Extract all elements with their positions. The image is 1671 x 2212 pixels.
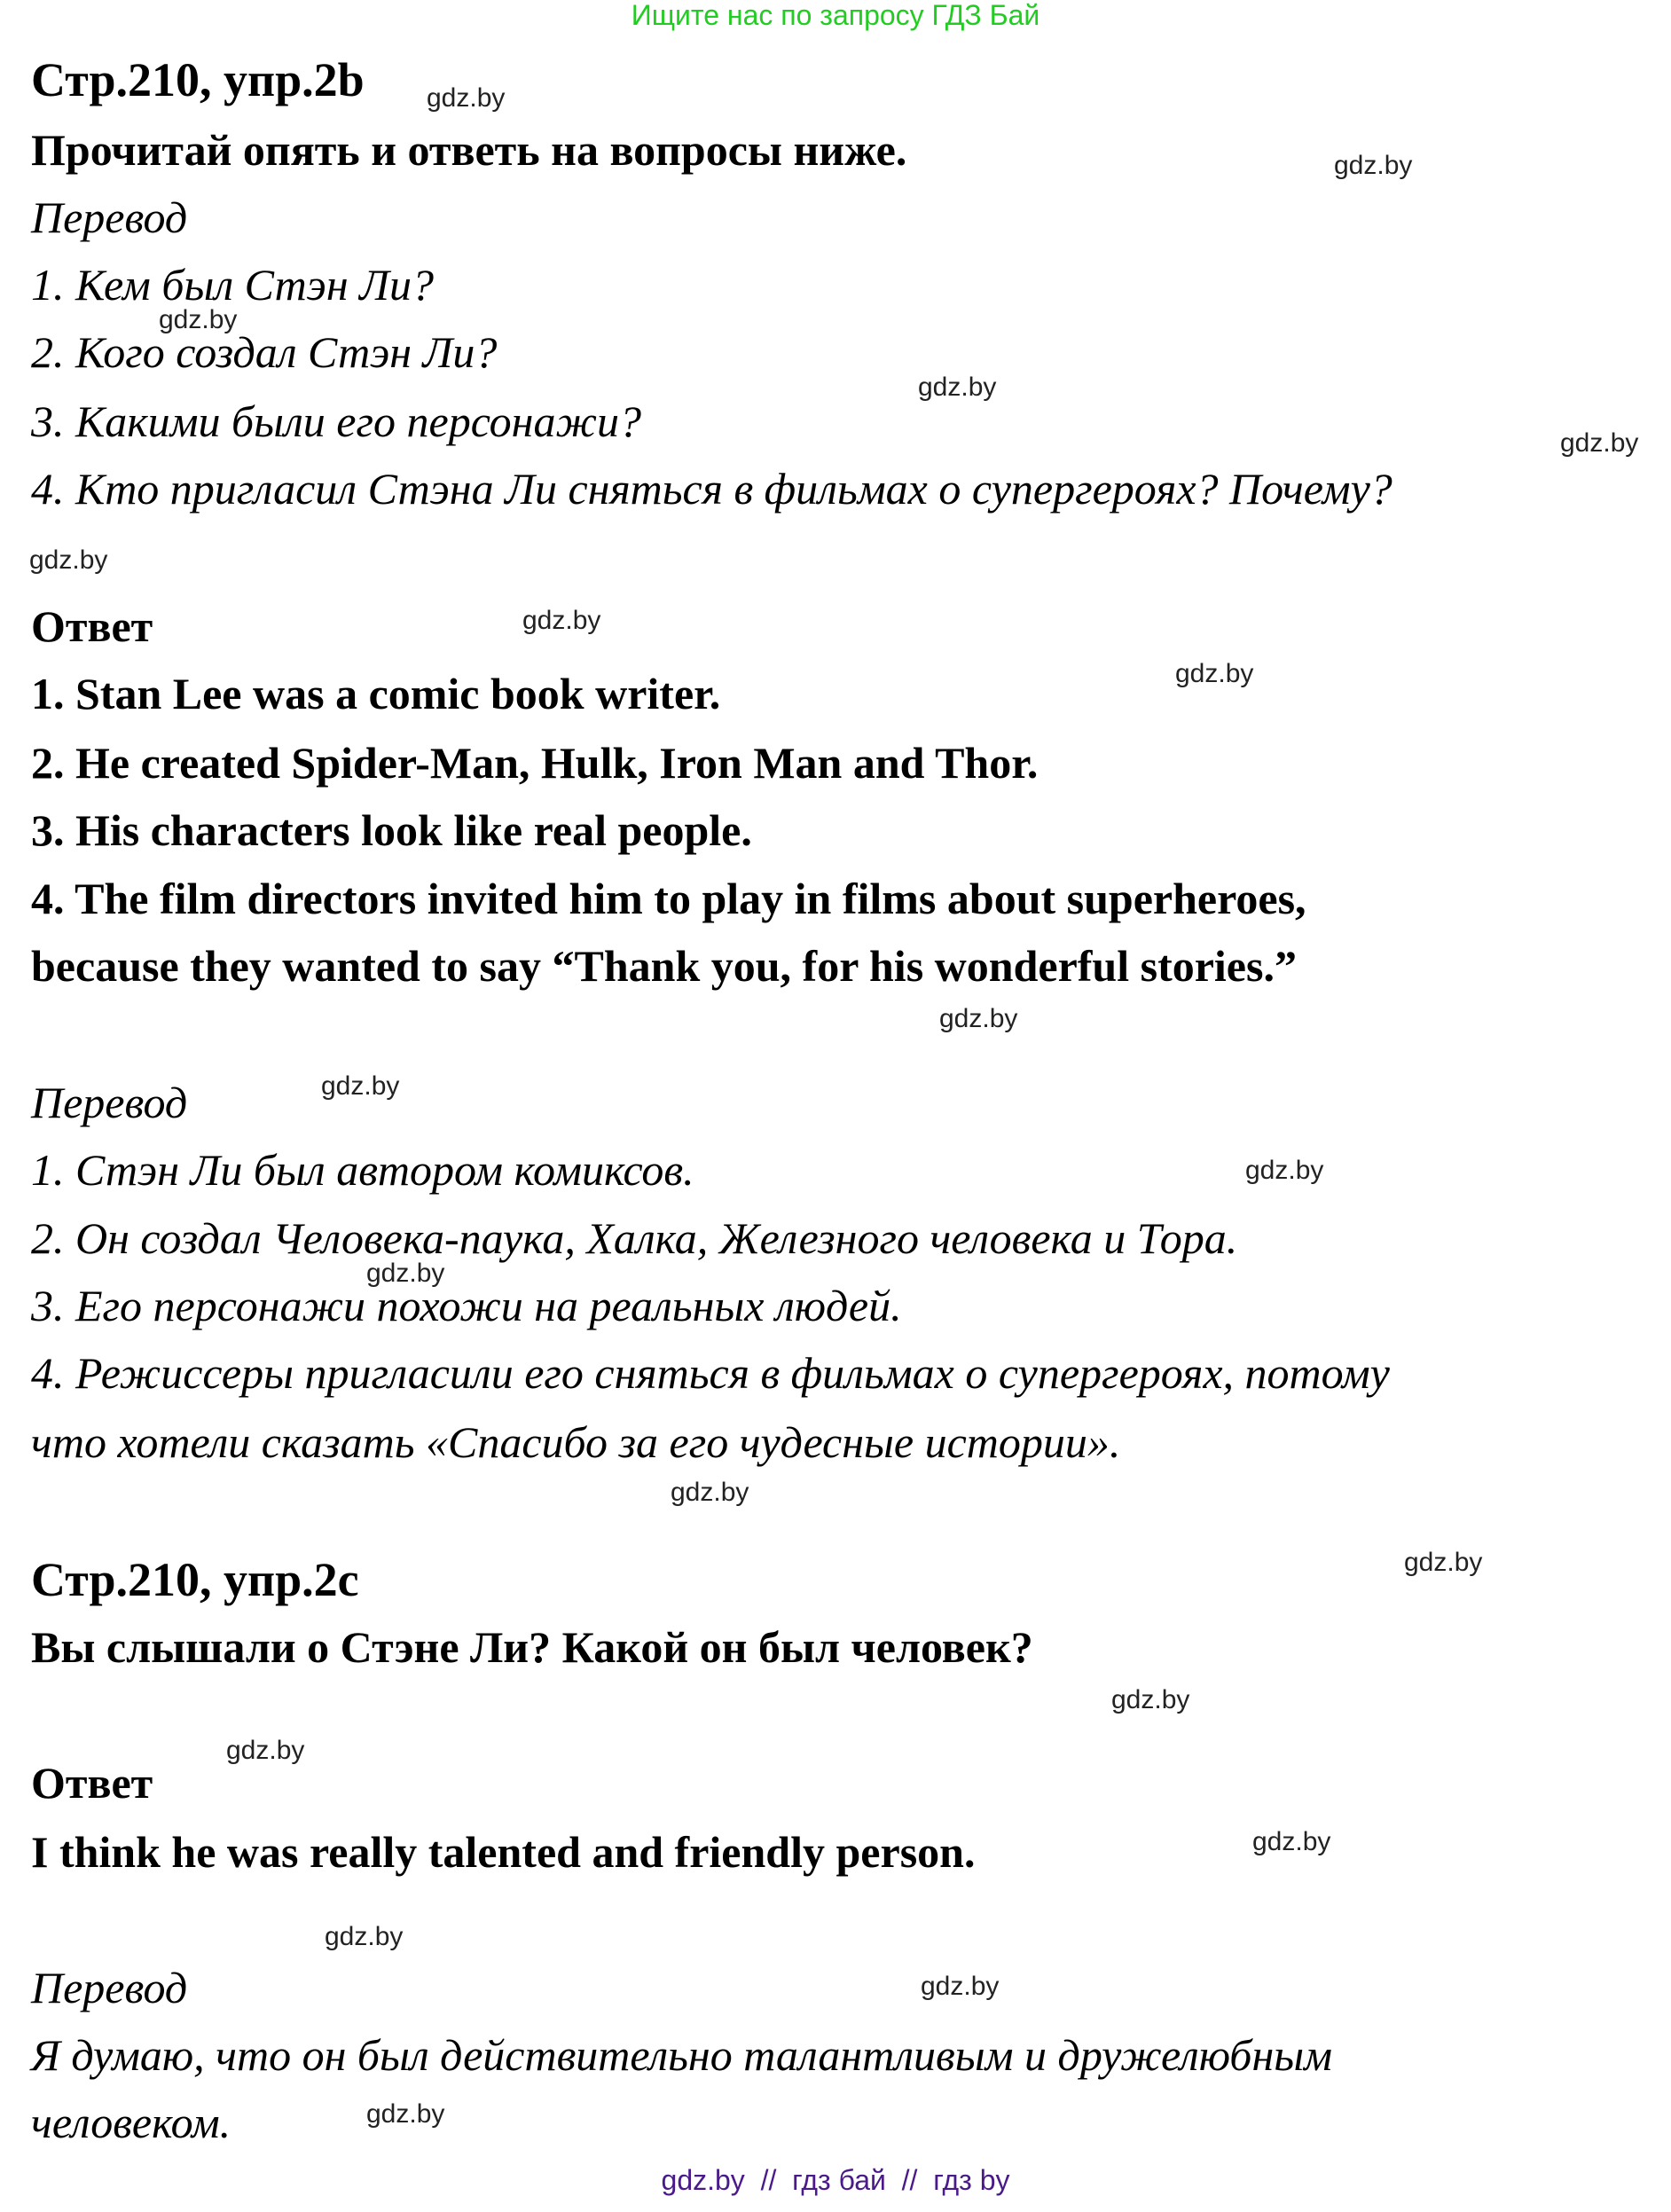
answer: 2. He created Spider-Man, Hulk, Iron Man and Thor. <box>31 738 1039 788</box>
translation-label: Перевод <box>31 1963 188 2012</box>
answer: 3. His characters look like real people. <box>31 805 752 855</box>
answer: because they wanted to say “Thank you, for his wonderful stories.” <box>31 941 1297 991</box>
watermark: gdz.by <box>325 1922 404 1951</box>
watermark: gdz.by <box>159 305 238 334</box>
watermark: gdz.by <box>1111 1685 1190 1714</box>
answer: I think he was really talented and friendly person. <box>31 1827 976 1877</box>
answer-translation: человеком. <box>31 2098 231 2147</box>
section1-task: Прочитай опять и ответь на вопросы ниже. <box>31 125 907 175</box>
watermark: gdz.by <box>321 1071 400 1101</box>
watermark: gdz.by <box>366 2099 445 2129</box>
watermark: gdz.by <box>1245 1156 1324 1185</box>
watermark: gdz.by <box>1560 428 1639 458</box>
question: 3. Какими были его персонажи? <box>31 396 641 446</box>
question: 2. Кого создал Стэн Ли? <box>31 327 498 377</box>
translation-label: Перевод <box>31 1078 188 1127</box>
answer: 4. The film directors invited him to play in films about superheroes, <box>31 874 1306 923</box>
answer-translation: что хотели сказать «Спасибо за его чудесные истории». <box>31 1417 1121 1467</box>
watermark: gdz.by <box>1252 1827 1331 1856</box>
translation-label: Перевод <box>31 192 188 242</box>
section1-heading: Стр.210, упр.2b <box>31 53 365 106</box>
answer-translation: 2. Он создал Человека-паука, Халка, Железного человека и Тора. <box>31 1213 1238 1263</box>
watermark: gdz.by <box>1175 659 1254 688</box>
watermark: gdz.by <box>1404 1548 1483 1577</box>
answer-translation: 1. Стэн Ли был автором комиксов. <box>31 1145 694 1195</box>
answer-label: Ответ <box>31 601 153 651</box>
footer-links[interactable]: gdz.by // гдз бай // гдз by <box>661 2164 1010 2196</box>
top-banner: Ищите нас по запросу ГДЗ Бай <box>631 0 1040 31</box>
question: 1. Кем был Стэн Ли? <box>31 260 435 310</box>
watermark: gdz.by <box>671 1478 749 1507</box>
watermark: gdz.by <box>226 1736 305 1765</box>
watermark: gdz.by <box>522 606 601 635</box>
section2-heading: Стр.210, упр.2c <box>31 1553 359 1606</box>
watermark: gdz.by <box>29 545 108 575</box>
answer-translation: Я думаю, что он был действительно талантливым и дружелюбным <box>31 2030 1333 2080</box>
watermark: gdz.by <box>427 83 506 113</box>
watermark: gdz.by <box>918 373 997 402</box>
question: 4. Кто пригласил Стэна Ли сняться в фильмах о супергероях? Почему? <box>31 464 1392 514</box>
answer-translation: 3. Его персонажи похожи на реальных людей. <box>31 1281 902 1330</box>
answer-translation: 4. Режиссеры пригласили его сняться в фильмах о супергероях, потому <box>31 1348 1390 1398</box>
watermark: gdz.by <box>1334 151 1413 180</box>
watermark: gdz.by <box>939 1004 1018 1033</box>
answer: 1. Stan Lee was a comic book writer. <box>31 669 721 718</box>
answer-label: Ответ <box>31 1758 153 1808</box>
watermark: gdz.by <box>366 1259 445 1288</box>
watermark: gdz.by <box>921 1972 1000 2001</box>
section2-task: Вы слышали о Стэне Ли? Какой он был человек? <box>31 1622 1033 1672</box>
